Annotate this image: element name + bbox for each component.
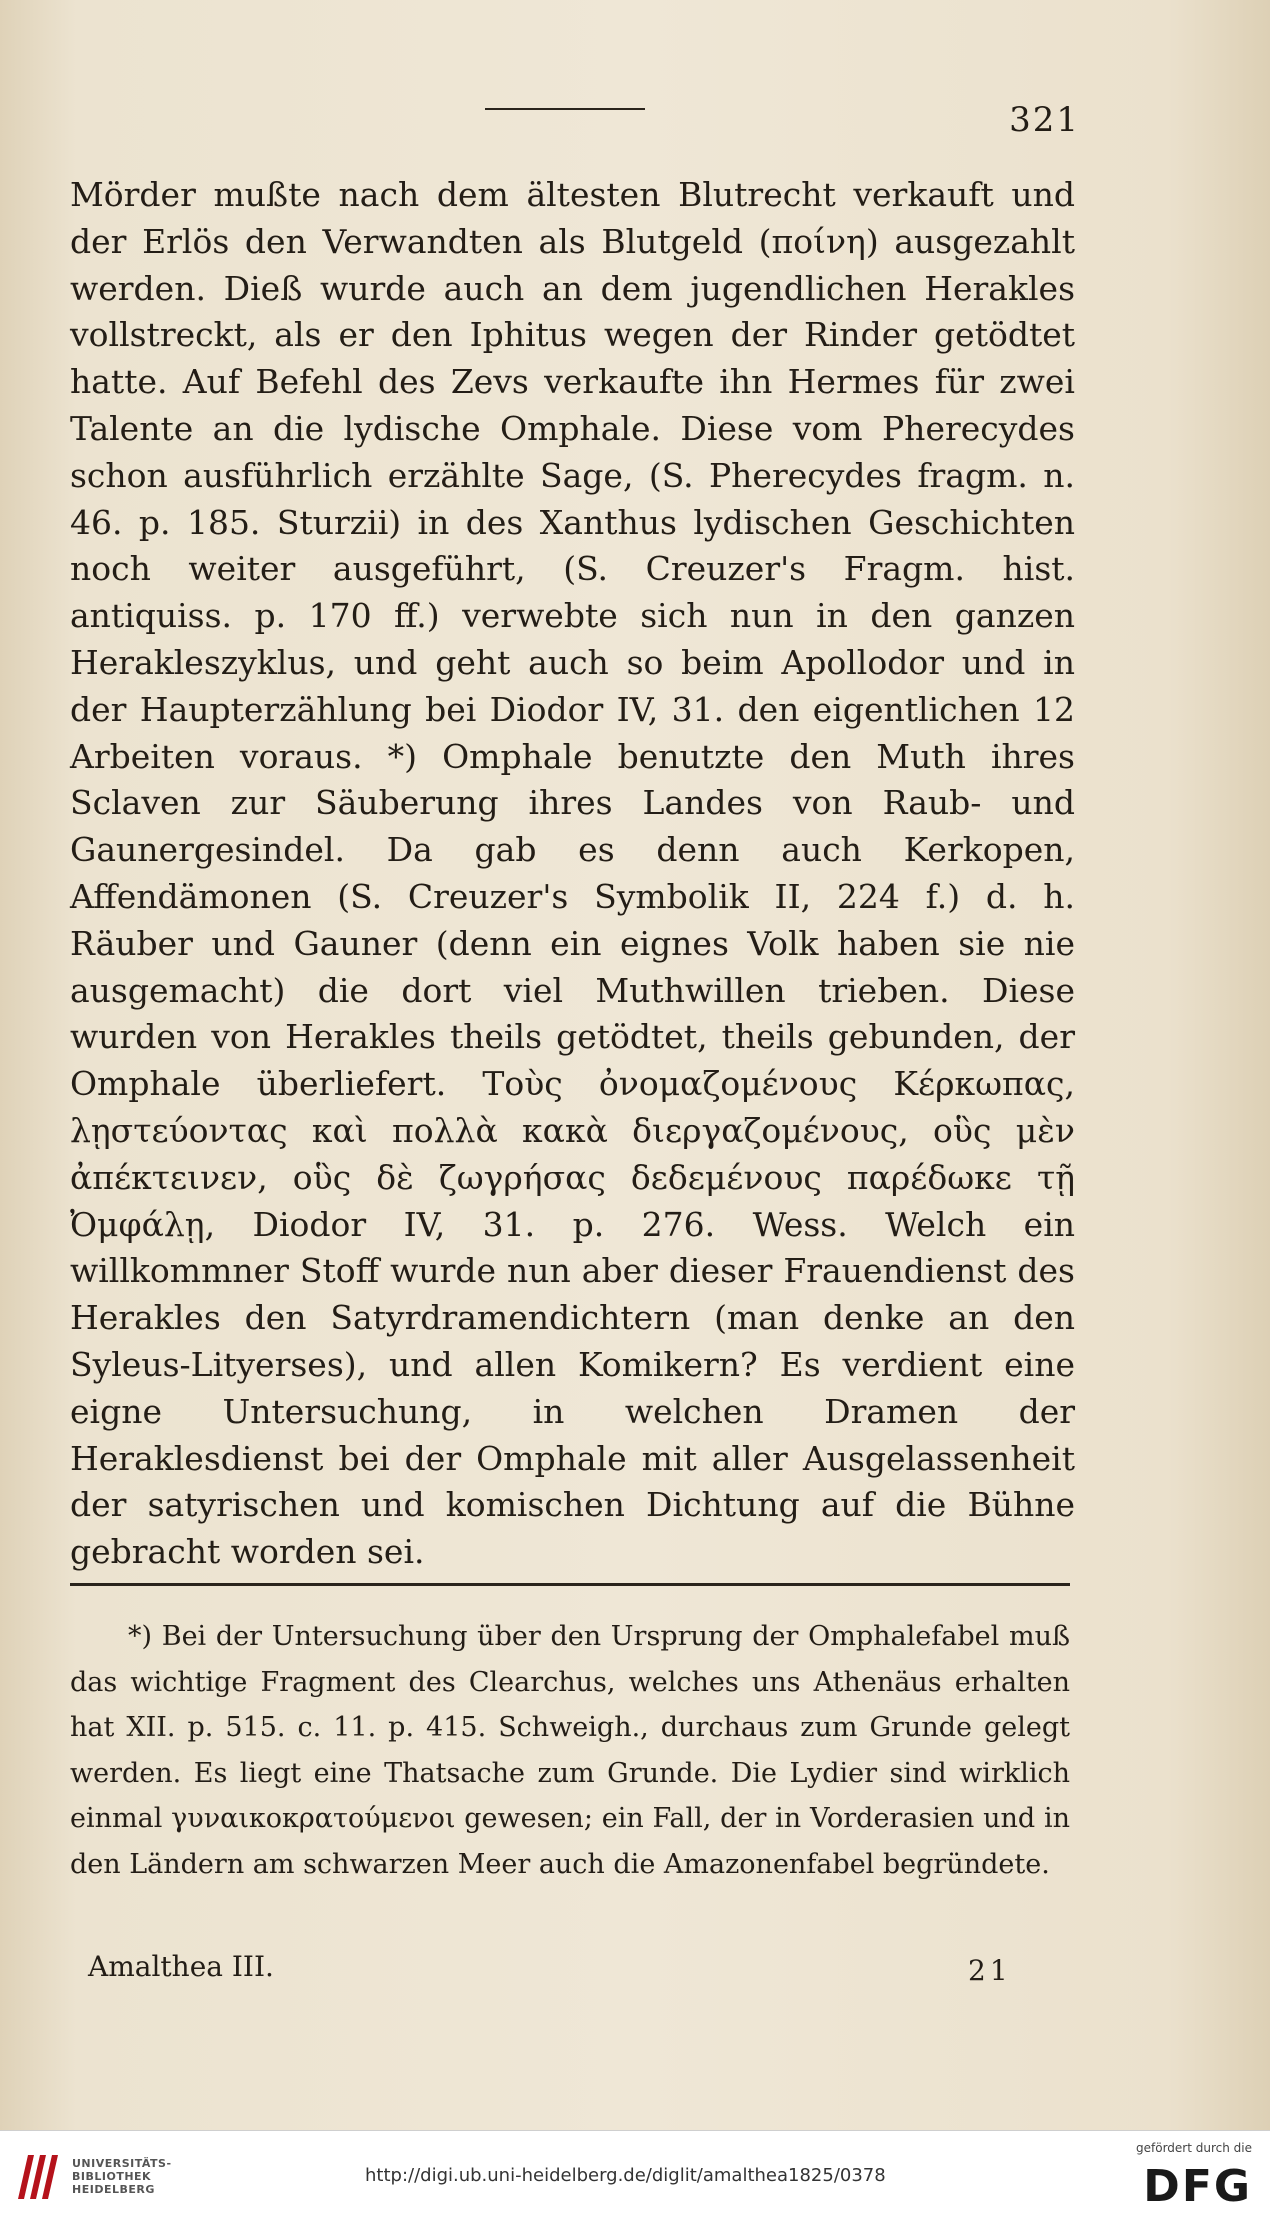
funded-by-label: gefördert durch die bbox=[1136, 2141, 1252, 2155]
printer-signature: Amalthea III. bbox=[88, 1950, 274, 1983]
page-number: 321 bbox=[1009, 100, 1080, 140]
main-paragraph: Mörder mußte nach dem ältesten Blutrecht verkauft und der Erlös den Verwandten als Blutgeld (ποίνη) ausgezahlt werden. Dieß wurde auch an dem jugendlichen Herakles vollstreckt, als er den Iphitus wegen der Rinder getödtet hatte. Auf Befehl des Zevs verkaufte ihn Hermes für zwei Talente an die lydische Omphale. Diese vom Pherecydes schon ausführlich erzählte Sage, (S. Pherecydes fragm. n. 46. p. 185. Sturzii) in des Xanthus lydischen Geschichten noch weiter ausgeführt, (S. Creuzer's Fragm. hist. antiquiss. p. 170 ff.) verwebte sich nun in den ganzen Herakleszyklus, und geht auch so beim Apollodor und in der Haupterzählung bei Diodor IV, 31. den eigentlichen 12 Arbeiten voraus. *) Omphale benutzte den Muth ihres Sclaven zur Säuberung ihres Landes von Raub- und Gaunergesindel. Da gab es denn auch Kerkopen, Affendämonen (S. Creuzer's Symbolik II, 224 f.) d. h. Räuber und Gauner (denn ein eignes Volk haben sie nie ausgemacht) die dort viel Muthwillen trieben. Diese wurden von Herakles theils getödtet, theils gebunden, der Omphale überliefert. Τοὺς ὀνομαζομένους Κέρκωπας, λῃστεύοντας καὶ πολλὰ κακὰ διεργαζομένους, οὓς μὲν ἀπέκτεινεν, οὓς δὲ ζωγρήσας δεδεμένους παρέδωκε τῇ Ὀμφάλῃ, Diodor IV, 31. p. 276. Wess. Welch ein willkommner Stoff wurde nun aber dieser Frauendienst des Herakles den Satyrdramendichtern (man denke an den Syleus-Lityerses), und allen Komikern? Es verdient eine eigne Untersuchung, in welchen Dramen der Heraklesdienst bei der Omphale mit aller Ausgelassenheit der satyrischen und komischen Dichtung auf die Bühne gebracht worden sei. bbox=[70, 175, 1075, 1572]
header-rule bbox=[485, 108, 645, 110]
permalink-url[interactable]: http://digi.ub.uni-heidelberg.de/diglit/amalthea1825/0378 bbox=[365, 2165, 886, 2186]
footnote-text: *) Bei der Untersuchung über den Ursprung der Omphalefabel muß das wichtige Fragment des Clearchus, welches uns Athenäus erhalten hat XII. p. 515. c. 11. p. 415. Schweigh., durchaus zum Grunde gelegt werden. Es liegt eine Thatsache zum Grunde. Die Lydier sind wirklich einmal γυναικοκρατούμενοι gewesen; ein Fall, der in Vorderasien und in den Ländern am schwarzen Meer auch die Amazonenfabel begründete. bbox=[70, 1621, 1070, 1880]
sheet-number: 21 bbox=[968, 1954, 1012, 1987]
ub-heidelberg-logo-icon bbox=[14, 2149, 60, 2205]
library-name: UNIVERSITÄTS- BIBLIOTHEK HEIDELBERG bbox=[72, 2157, 172, 2196]
viewer-footer bbox=[0, 2130, 1270, 2223]
dfg-logo: DFG bbox=[1143, 2161, 1252, 2212]
main-text-block bbox=[70, 172, 1075, 1576]
footnote-block bbox=[70, 1614, 1070, 1887]
footnote-separator-rule bbox=[70, 1583, 1070, 1586]
